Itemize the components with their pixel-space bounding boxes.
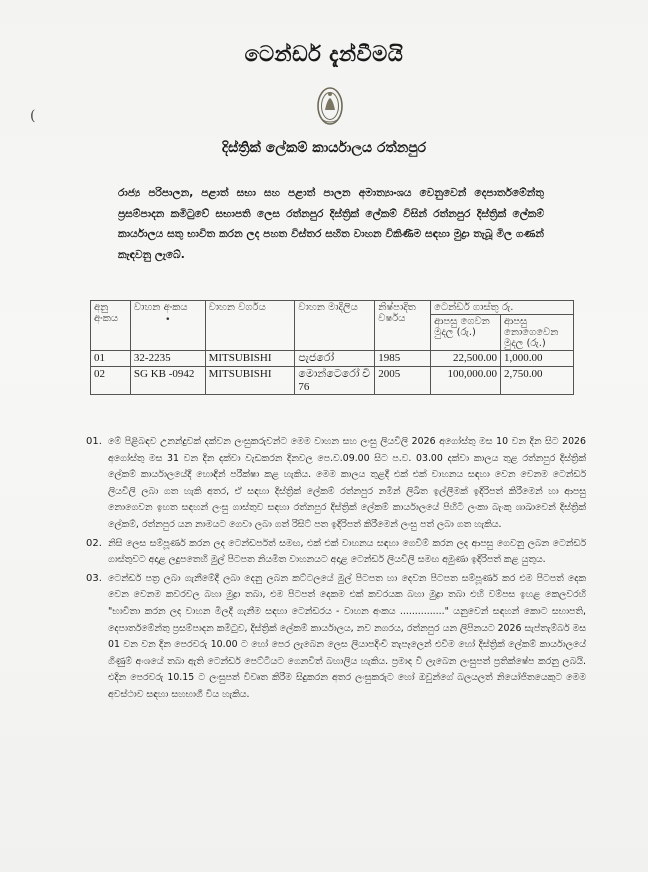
note-number: 01. [86, 436, 102, 447]
header-dot: • [165, 315, 171, 325]
note-number: 02. [86, 537, 102, 549]
cell-class: MITSUBISHI [205, 367, 295, 395]
col-header-non-refundable: ආපසු නොගෙවෙන මුදල (රු.) [501, 315, 574, 351]
col-header-class: වාහන වර්ගය [205, 301, 295, 351]
col-header-model: වාහන මාදිලිය [295, 301, 375, 351]
cell-class: MITSUBISHI [205, 351, 295, 367]
note-text: නිසි ලෙස සම්පූර්ණ කරන ලද ටෙන්ඩර්පත් සමඟ, එක් එක් වාහනය සඳහා ගෙවීම් කරන ලද ආපසු ගෙවනු ලබන ටෙන්ඩර් ගාස්තුවට අදාළ ලදුපතෙහි මුල් පිටපත නියමිත වාහනයට අදාළ ටෙන්ඩර් ලියවිලි සමඟ අමුණා ඉදිරිපත් කළ යුතුය. [108, 537, 586, 566]
office-heading: දිස්ත්‍රික් ලේකම් කාර්යාලය රත්නපුර [221, 140, 427, 156]
cell-non-refundable: 2,750.00 [501, 367, 574, 395]
government-emblem-icon [317, 86, 343, 126]
list-item [86, 536, 586, 569]
cell-refundable: 22,500.00 [431, 351, 501, 367]
list-item [86, 571, 586, 704]
table-row [91, 351, 574, 367]
cell-no: 02 [91, 367, 131, 395]
notes-list [86, 434, 586, 706]
vehicle-table [90, 300, 574, 395]
cell-non-refundable: 1,000.00 [501, 351, 574, 367]
cell-year: 2005 [375, 367, 431, 395]
table-header-row [91, 301, 574, 315]
cell-vehicle-no: 32-2235 [130, 351, 205, 367]
col-header-refundable: ආපසු ගෙවන මුදල (රු.) [431, 315, 501, 351]
col-header-fees: ටෙන්ඩර් ගාස්තු රු. [431, 301, 574, 315]
cell-no: 01 [91, 351, 131, 367]
intro-paragraph: රාජ්‍ය පරිපාලන, පළාත් සභා සහ පළාත් පාලන අමාත්‍යාංශය වෙනුවෙන් දෙපාර්තමේන්තු ප්‍රසම්පාදන කමිටුවේ සභාපති ලෙස රත්නපුර දිස්ත්‍රික් ලේකම් විසින් රත්නපුර දිස්ත්‍රික් ලේකම් කාර්යාලය සතු භාවිත කරන ලද පහත විස්තර සහිත වාහන විකිණීම සඳහා මුද්‍රා තැබූ මිල ගණන් කැඳවනු ලැබේ. [118, 187, 544, 261]
list-item [86, 434, 586, 534]
cell-refundable: 100,000.00 [431, 367, 501, 395]
cell-model: මොන්ටෙරෝ වී 76 [295, 367, 375, 395]
notice-title: ටෙන්ඩර් දැන්වීමයි [244, 42, 404, 66]
cell-model: පැජරෝ [295, 351, 375, 367]
note-text: මේ පිළිබඳව උනන්දුවක් දක්වන ලංසුකරුවන්ට මෙම වාහන සහ ලංසු ලියවිලි 2026 අගෝස්තු මස 10 වන දින සිට 2026 අගෝස්තු මස 31 වන දින දක්වා වැඩකරන දිනවල පෙ.ව.09.00 සිට ප.ව. 03.00 දක්වා කාලය තුළ රත්නපුර දිස්ත්‍රික් ලේකම් කාර්යාලයේදී හොඳින් පරීක්ෂා කළ හැකිය. මෙම කාලය තුළදී එක් එක් වාහනය සඳහා වෙන වෙනම ටෙන්ඩර් ලියවිලි ලබා ගත හැකි අතර, ඒ සඳහා දිස්ත්‍රික් ලේකම් රත්නපුර නමින් ලිඛිත ඉල්ලීමක් ඉදිරිපත් කිරීමෙන් හා ආපසු නොගෙවන ඉහත සඳහන් ලංසු ගාස්තුව සඳහා රත්නපුර දිස්ත්‍රික් ලේකම් කාර්යාලයේ පිහිටි ලංකා බැංකු ශාඛාවෙන් දිස්ත්‍රික් ලේකම්, රත්නපුර යන නාමයට ගෙවා ලබා ගත් රිසිට් පත ඉදිරිපත් කිරීමෙන් ලංසු පත් ලබා ගත හැකිය. [108, 436, 586, 530]
note-number: 03. [86, 572, 102, 584]
margin-mark: ( [30, 108, 36, 124]
cell-year: 1985 [375, 351, 431, 367]
col-header-vehicle-no [130, 301, 205, 351]
note-text: ටෙන්ඩර් පත්‍ර ලබා ගැනීමේදී ලබා දෙනු ලබන කට්ටලයේ මුල් පිටපත හා දෙවන පිටපත සම්පූර්ණ කර එම පිටපත් දෙක වෙන වෙනම කවරවල බහා මුද්‍රා තබා, එම පිටපත් දෙකම එක් කවරයක බහා මුද්‍රා තබා එහි වම්පස ඉහළ කෙලවරහි "භාවිතා කරන ලද වාහන මිලදී ගැනීම සඳහා ටෙන්ඩරය - වාහන අංකය ..............." යනුවෙන් සඳහන් කොට සභාපති, දෙපාර්තමේන්තු ප්‍රසම්පාදන කමිටුව, දිස්ත්‍රික් ලේකම් කාර්යාලය, නව නගරය, රත්නපුර යන ලිපිනයට 2026 සැප්තැම්බර් මස 01 වන වන දින පෙරවරු 10.00 ට හෝ පෙර ලැබෙන ලෙස ලියාපදිංචි තැපෑලෙන් එවීම හෝ දිස්ත්‍රික් ලේකම් කාර්යාලයේ ගිණුම් අංශයේ තබා ඇති ටෙන්ඩර් පෙට්ටියට ගෙනවිත් බහාලිය හැකිය. ප්‍රමාද වී ලැබෙන ලංසුපත් ප්‍රතික්ෂේප කරනු ලබයි. එදින පෙරවරු 10.15 ට ලංසුපත් විවෘත කිරීම සිදුකරන අතර ලංසුකරුට හෝ ඔවුන්ගේ බලයලත් නියෝජිතයෙකුට මෙම අවස්ථාව සඳහා සහභාගී විය හැකිය. [108, 572, 586, 700]
col-header-no: අනු අංකය [91, 301, 131, 351]
table-row [91, 367, 574, 395]
cell-vehicle-no: SG KB -0942 [130, 367, 205, 395]
col-header-year: නිෂ්පාදිත වර්ෂය [375, 301, 431, 351]
col-header-vehicle-no-label: වාහන අංකය [133, 302, 188, 313]
